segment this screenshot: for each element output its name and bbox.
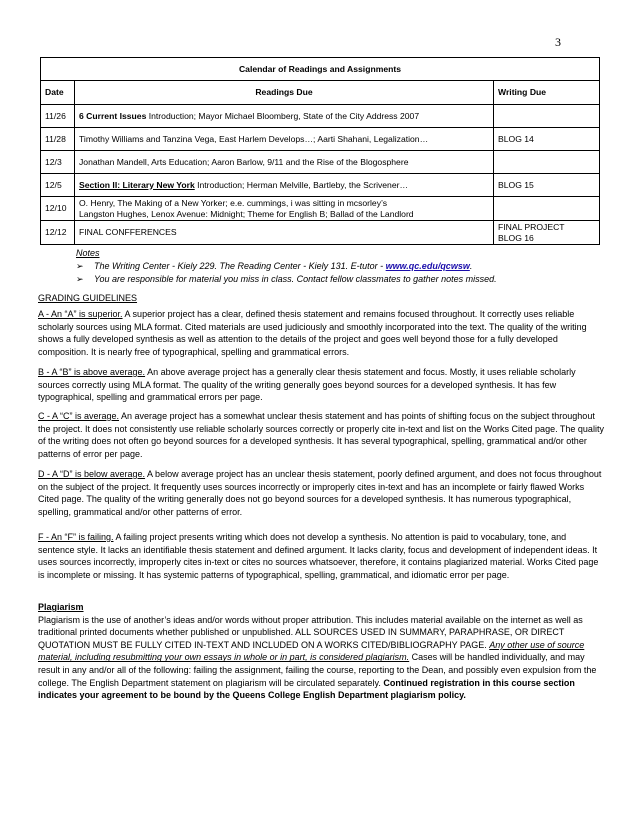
table-row (41, 151, 600, 174)
row-readings-line1: O. Henry, The Making of a New Yorker; e.e. cummings, i was sitting in mcsorley’s (79, 197, 388, 208)
grade-a-text: A superior project has a clear, defined thesis statement and remains focused throughout. It correctly uses reliable scholarly sources using MLA format. Cited materials are used judiciously and smoothly incorporated into the text. The quality of the writing shows a fully developed synthesis as well as attention to the details of the project and goes well beyond those for a fully developed composition. It is nearly free of typographical, spelling and grammatical errors. (38, 309, 587, 357)
notes-item-1 (76, 261, 472, 272)
row-writing: BLOG 14 (494, 128, 600, 151)
header-date: Date (41, 81, 75, 105)
header-writing: Writing Due (494, 81, 600, 105)
grade-d-paragraph (38, 468, 604, 518)
row-readings-text: Introduction; Mayor Michael Bloomberg, State of the City Address 2007 (146, 110, 420, 121)
plagiarism-paragraph (38, 614, 604, 702)
grade-c-label: C - A “C” is average. (38, 411, 120, 421)
row-readings (75, 197, 494, 221)
grade-d-text: A below average project has an unclear thesis statement, poorly defined argument, and does not focus throughout on the subject of the project. It frequently uses sources incorrectly or improperly cites in-text and has an incomplete or fairly flawed Works Cited page. The quality of the writing generally does not go beyond sources for a developed synthesis. It has numerous typographical, spelling, grammatical and/or other patterns of error. (38, 469, 602, 517)
row-readings (75, 174, 494, 197)
arrow-bullet-icon: ➢ (76, 274, 84, 284)
row-readings-bold: Section II: Literary New York (79, 179, 195, 190)
grade-f-text: A failing project presents writing which does not develop a synthesis. No attention is paid to vocabulary, tone, and sentence style. It lacks an identifiable thesis statement and defined argument. It lacks clarity, focus and development of independent ideas. It uses sources incorrectly, improperly cites in-text or cites no sources whatsoever, therefore, it contains plagiarized material. Works Cited page is incomplete or missing. It has systemic patterns of typographical, spelling, grammatical, and idiomatic error per page. (38, 532, 599, 580)
row-writing-line2: BLOG 16 (498, 232, 534, 243)
table-row (41, 197, 600, 221)
grade-b-label: B - A “B” is above average. (38, 367, 146, 377)
grade-c-text: An average project has a somewhat unclear thesis statement and has points of shifting focus on the subject throughout the project. It does not consistently use reliable scholarly sources correctly or properly cite in-text and list on the Works Cited page. The quality of the writing does not often go beyond sources for a developed synthesis. It has several typographical, spelling, grammatical and/or other patterns of error per page. (38, 411, 604, 459)
grade-d-label: D - A “D” is below average. (38, 469, 146, 479)
page-number: 3 (555, 35, 561, 49)
row-date: 12/3 (41, 151, 75, 174)
row-date: 12/5 (41, 174, 75, 197)
row-readings: Timothy Williams and Tanzina Vega, East Harlem Develops…; Aarti Shahani, Legalization… (75, 128, 494, 151)
row-readings: Jonathan Mandell, Arts Education; Aaron Barlow, 9/11 and the Rise of the Blogosphere (75, 151, 494, 174)
row-readings-line2: Langston Hughes, Lenox Avenue: Midnight; Theme for English B; Ballad of the Landlord (79, 208, 414, 219)
row-date: 11/26 (41, 105, 75, 128)
grade-b-text: An above average project has a generally clear thesis statement and focus. Mostly, it uses reliable scholarly sources correctly using MLA format. The quality of the writing generally goes beyond sources for a developed synthesis. It has few typographical, spelling and grammatical errors per page. (38, 367, 576, 403)
header-readings: Readings Due (75, 81, 494, 105)
etutor-link[interactable]: www.qc.edu/qcwsw (385, 261, 470, 271)
calendar-header-row (41, 81, 600, 105)
notes-heading: Notes (76, 248, 100, 258)
row-readings-bold: 6 Current Issues (79, 110, 147, 121)
calendar-table (40, 57, 600, 245)
row-date: 12/12 (41, 221, 75, 245)
table-row (41, 105, 600, 128)
row-date: 11/28 (41, 128, 75, 151)
grade-c-paragraph (38, 410, 604, 460)
table-row (41, 128, 600, 151)
row-writing (494, 221, 600, 245)
calendar-title: Calendar of Readings and Assignments (41, 58, 600, 81)
plagiarism-text-1: Plagiarism is the use of another’s ideas and/or words without proper attribution. This includes material available on the internet as well as traditional printed documents whether published or unpublished. ALL SOURCES USED IN SUMMARY, PARAPHRASE, OR DIRECT QUOTATION MUST BE FULLY CITED IN-TEXT AND INCLUDED ON A WORKS CITED/BIBLIOGRAPHY PAGE. (38, 614, 583, 650)
table-row (41, 174, 600, 197)
grade-b-paragraph (38, 366, 604, 404)
grade-f-label: F - An “F” is failing. (38, 532, 114, 542)
row-readings: FINAL CONFFERENCES (75, 221, 494, 245)
grade-f-paragraph (38, 531, 604, 581)
row-date: 12/10 (41, 197, 75, 221)
plagiarism-text-2: Cases will be handled individually, and may result in any and/or all of the following: failing the assignment, failing the course, reporting to the Dean, and possibly even expulsion from the college. The English Department statement on plagiarism will be circulated separately. (38, 652, 597, 688)
row-writing: BLOG 15 (494, 174, 600, 197)
calendar-title-row (41, 58, 600, 81)
notes-item-2-text: You are responsible for material you miss in class. Contact fellow classmates to gather notes missed. (94, 274, 497, 284)
row-writing-line1: FINAL PROJECT (498, 221, 565, 232)
grading-heading-text: GRADING GUIDELINES (38, 293, 138, 303)
notes-item-2 (76, 274, 497, 285)
table-row (41, 221, 600, 245)
plagiarism-italic: Any other use of source material, including resubmitting your own essays in whole or in part, is considered plagiarism. (38, 639, 585, 663)
plagiarism-section (38, 601, 604, 702)
row-writing (494, 197, 600, 221)
row-readings-text: Introduction; Herman Melville, Bartleby, the Scrivener… (194, 179, 409, 190)
grade-a-paragraph (38, 308, 604, 358)
grade-a-label: A - An “A” is superior. (38, 309, 123, 319)
row-writing (494, 151, 600, 174)
plagiarism-bold: Continued registration in this course section indicates your agreement to be bound by the Queens College English Department plagiarism policy. (38, 677, 575, 701)
row-readings (75, 105, 494, 128)
notes-item-1-text: The Writing Center - Kiely 229. The Reading Center - Kiely 131. E-tutor - (94, 261, 386, 271)
row-writing (494, 105, 600, 128)
arrow-bullet-icon: ➢ (76, 261, 84, 271)
plagiarism-heading: Plagiarism (38, 602, 84, 612)
notes-item-1-end: . (469, 261, 473, 271)
grading-heading (38, 292, 604, 305)
